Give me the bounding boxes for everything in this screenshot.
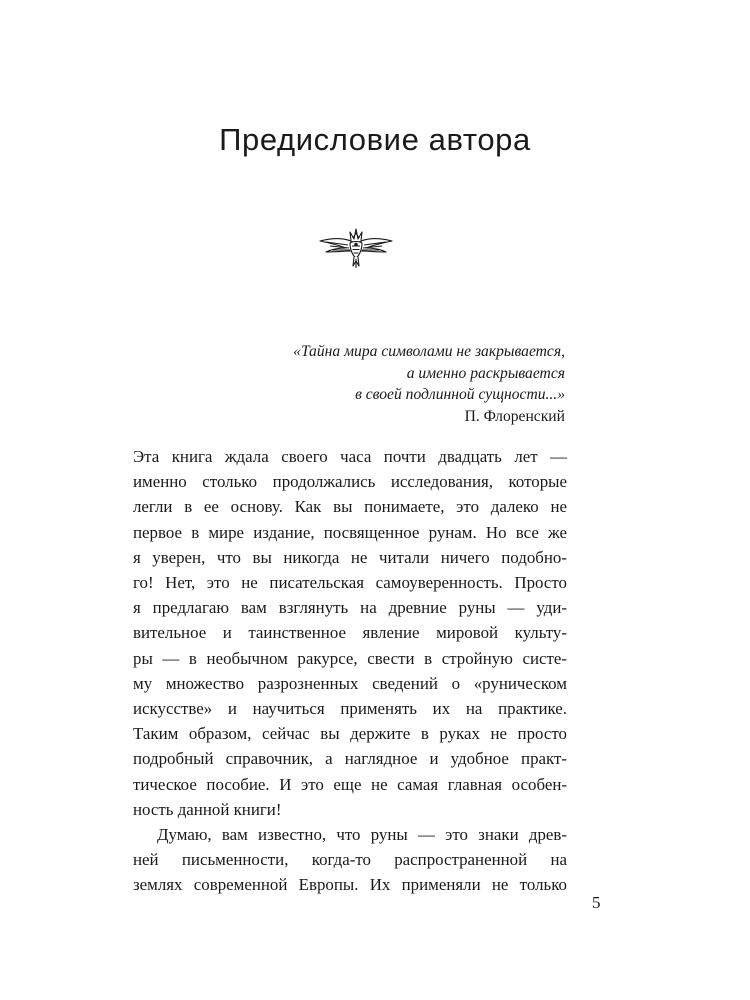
text-line: я уверен, что вы никогда не читали ничего подобно-	[133, 547, 567, 567]
page-title: Предисловие автора	[219, 122, 531, 157]
text-line: ность данной книги!	[133, 799, 282, 819]
text-line: ры — в необычном ракурсе, свести в стройную систе-	[133, 648, 567, 668]
page-number: 5	[592, 893, 601, 912]
text-line: именно столько продолжались исследования, которые	[133, 472, 567, 492]
text-line: вительное и таинственное явление мировой культу-	[133, 623, 567, 643]
text-line: му множество разрозненных сведений о «руническом	[133, 673, 567, 693]
text-line: Таким образом, сейчас вы держите в руках не просто	[133, 724, 567, 744]
epigraph-author: П. Флоренский	[464, 407, 565, 425]
epigraph-line: «Тайна мира символами не закрывается,	[293, 343, 565, 360]
text-line: Эта книга ждала своего часа почти двадцать лет —	[133, 447, 567, 466]
text-line: искусстве» и научиться применять их на практике.	[133, 699, 567, 719]
winged-ornament-icon	[318, 226, 394, 270]
text-line: го! Нет, это не писательская самоуверенность. Просто	[133, 573, 567, 593]
body-text	[133, 444, 567, 898]
text-line: Думаю, вам известно, что руны — это знаки древ-	[157, 825, 567, 845]
epigraph-line: а именно раскрывается	[406, 364, 565, 382]
epigraph	[293, 341, 565, 427]
text-line: я предлагаю вам взглянуть на древние руны — уди-	[133, 598, 567, 618]
text-line: легли в ее основу. Как вы понимаете, это далеко не	[133, 497, 567, 517]
text-line: ней письменности, когда-то распространенной на	[133, 850, 567, 870]
text-line: первое в мире издание, посвященное рунам. Но все же	[133, 522, 567, 542]
text-line: землях современной Европы. Их применяли не только	[133, 875, 567, 895]
text-line: тическое пособие. И это еще не самая главная особен-	[133, 774, 567, 794]
text-line: подробный справочник, а наглядное и удобное практ-	[133, 749, 567, 769]
epigraph-line: в своей подлинной сущности...»	[355, 386, 565, 403]
